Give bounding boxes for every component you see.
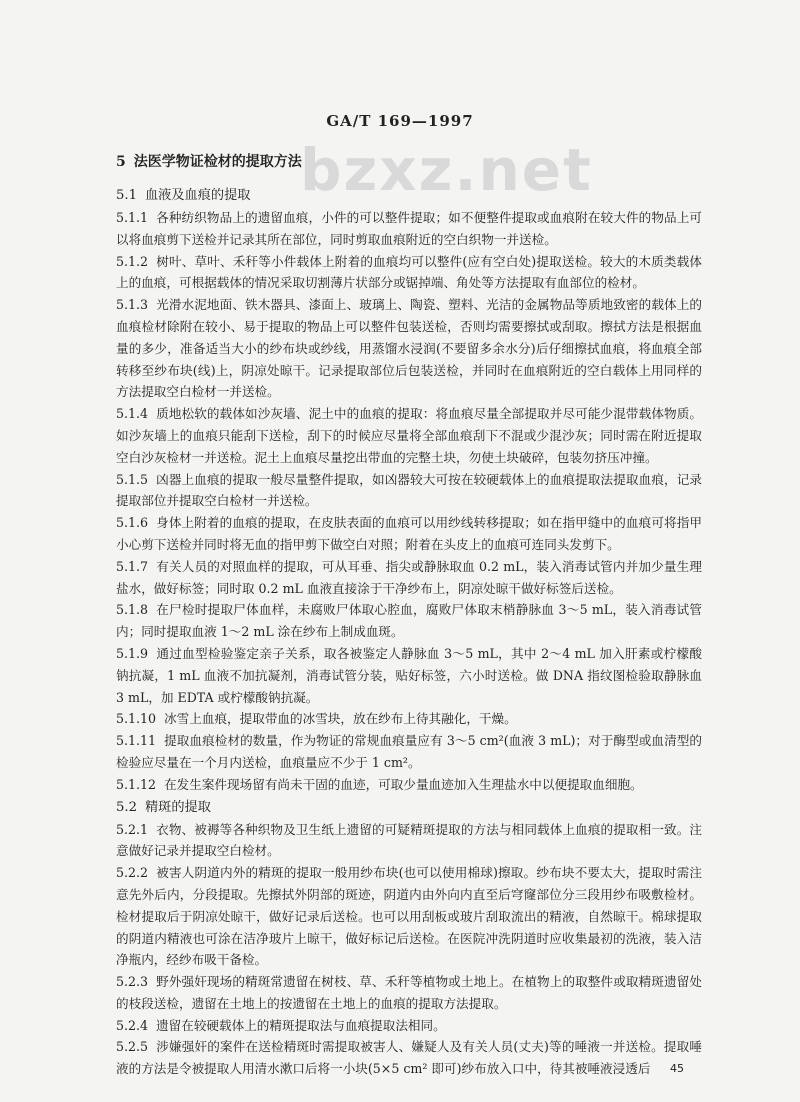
clause-number: 5.1.8 (116, 602, 149, 618)
section-title (116, 150, 702, 174)
clause-text: 各种纺织物品上的遗留血痕，小件的可以整件提取；如不便整件提取或血痕附在较大件的物品上可以将血痕剪下送检并记录其所在部位，同时剪取血痕附近的空白织物一并送检。 (116, 210, 702, 247)
clause-number: 5.2.3 (116, 974, 149, 990)
clause-text: 被害人阴道内外的精斑的提取一般用纱布块(也可以使用棉球)擦取。纱布块不要太大，提取时需注意先外后内，分段提取。先擦拭外阴部的斑迹，阴道内由外向内直至后穹窿部位分三段用纱布吸敷检材。检材提取后于阴凉处晾干，做好记录后送检。也可以用刮板或玻片刮取流出的精液，自然晾干。棉球提取的阴道内精液也可涂在洁净玻片上晾干，做好标记后送检。在医院冲洗阴道时应收集最初的洗液，装入洁净瓶内，经纱布吸干备检。 (116, 865, 702, 968)
clause-number: 5.1 (116, 188, 137, 203)
clause-number: 5.1.10 (116, 711, 157, 727)
clause-paragraph (116, 403, 702, 468)
clause-text: 身体上附着的血痕的提取，在皮肤表面的血痕可以用纱线转移提取；如在指甲缝中的血痕可将指甲小心剪下送检并同时将无血的指甲剪下做空白对照；附着在头皮上的血痕可连同头发剪下。 (116, 515, 702, 552)
clause-paragraph (116, 599, 702, 643)
clause-paragraph (116, 207, 702, 251)
clause-paragraph (116, 469, 702, 513)
clause-paragraph (116, 819, 702, 863)
clause-paragraph (116, 643, 702, 708)
page-number: 45 (670, 1062, 684, 1075)
clause-number: 5.1.12 (116, 776, 157, 792)
clause-number: 5.1.5 (116, 471, 149, 487)
clause-text: 通过血型检验鉴定亲子关系，取各被鉴定人静脉血 3～5 mL，其中 2～4 mL 加入肝素或柠檬酸钠抗凝，1 mL 血液不加抗凝剂，消毒试管分装，贴好标签，六小时送检。做 DNA 指纹图检验取静脉血 3 mL，加 EDTA 或柠檬酸钠抗凝。 (116, 645, 702, 705)
clause-text: 凶器上血痕的提取一般尽量整件提取，如凶器较大可按在较硬载体上的血痕提取法提取血痕，记录提取部位并提取空白检材一并送检。 (116, 471, 702, 509)
clause-paragraph (116, 730, 702, 774)
clause-text: 有关人员的对照血样的提取，可从耳垂、指尖或静脉取血 0.2 mL，装入消毒试管内并加少量生理盐水，做好标签；同时取 0.2 mL 血液直接涂于干净纱布上，阴凉处晾干做好标签后送检。 (116, 558, 702, 596)
clause-text: 衣物、被褥等各种织物及卫生纸上遗留的可疑精斑提取的方法与相同载体上血痕的提取相一致。注意做好记录并提取空白检材。 (116, 821, 702, 859)
watermark-logo: bzxz.net (300, 136, 593, 204)
subsection-heading (116, 184, 702, 207)
clause-title: 精斑的提取 (144, 799, 211, 815)
clause-number: 5.1.2 (116, 253, 149, 269)
clause-paragraph (116, 708, 702, 730)
clause-paragraph (116, 1015, 702, 1037)
clause-paragraph (116, 251, 702, 295)
clause-number: 5.1.11 (116, 733, 157, 749)
clause-text: 涉嫌强奸的案件在送检精斑时需提取被害人、嫌疑人及有关人员(丈夫)等的唾液一并送检。提取唾液的方法是令被提取人用清水漱口后将一小块(5×5 cm² 即可)纱布放入口中，待其被唾液浸透后 (116, 1039, 702, 1077)
clause-number: 5.1.9 (116, 645, 149, 661)
page-header: GA/T 169—1997 (326, 112, 474, 130)
clause-number: 5.2.4 (116, 1017, 149, 1033)
clause-text: 树叶、草叶、禾秆等小件载体上附着的血痕均可以整件(应有空白处)提取送检。较大的木质类载体上的血痕，可根据载体的情况采取切割薄片状部分或锯掉端、角处等方法提取有血部位的检材。 (116, 253, 702, 291)
clause-number: 5.1.7 (116, 558, 149, 574)
clause-paragraph (116, 556, 702, 600)
clause-paragraph (116, 512, 702, 556)
document-body (116, 150, 702, 1080)
clause-number: 5.1.3 (116, 297, 149, 313)
clause-text: 光滑水泥地面、铁木器具、漆面上、玻璃上、陶瓷、塑料、光洁的金属物品等质地致密的载体上的血痕检材除附在较小、易于提取的物品上可以整件包装送检，否则均需要擦拭或刮取。擦拭方法是根据血量的多少，准备适当大小的纱布块或纱线，用蒸馏水浸润(不要留多余水分)后仔细擦拭血痕，将血痕全部转移至纱布块(线)上，阴凉处晾干。记录提取部位后包装送检，并同时在血痕附近的空白载体上用同样的方法提取空白检材一并送检。 (116, 297, 702, 400)
clause-paragraph (116, 294, 702, 403)
section-title-text: 法医学物证检材的提取方法 (133, 154, 302, 170)
clause-number: 5.2 (116, 799, 137, 815)
clause-text: 质地松软的载体如沙灰墙、泥土中的血痕的提取：将血痕尽量全部提取并尽可能少混带载体物质。如沙灰墙上的血痕只能刮下送检，刮下的时候应尽量将全部血痕刮下不混或少混沙灰；同时需在附近提取空白沙灰检材一并送检。泥土上血痕尽量挖出带血的完整土块，勿使土块破碎，包装勿挤压冲撞。 (116, 406, 702, 465)
clause-text: 在发生案件现场留有尚未干固的血迹，可取少量血迹加入生理盐水中以便提取血细胞。 (164, 776, 643, 792)
subsection-heading (116, 796, 702, 819)
clause-paragraph (116, 862, 702, 971)
section-number: 5 (116, 154, 126, 170)
clause-paragraph (116, 1036, 702, 1080)
clause-text: 提取血痕检材的数量，作为物证的常规血痕量应有 3～5 cm²(血液 3 mL)；对于酶型或血清型的检验应尽量在一个月内送检，血痕量应不少于 1 cm²。 (116, 733, 702, 770)
clause-number: 5.2.1 (116, 821, 149, 837)
clause-number: 5.1.4 (116, 406, 149, 422)
clause-number: 5.1.6 (116, 515, 149, 531)
clause-text: 遗留在较硬载体上的精斑提取法与血痕提取法相同。 (156, 1017, 446, 1033)
clause-text: 在尸检时提取尸体血样，未腐败尸体取心腔血，腐败尸体取末梢静脉血 3～5 mL，装入消毒试管内；同时提取血液 1～2 mL 涂在纱布上制成血斑。 (116, 602, 702, 640)
clause-number: 5.1.1 (116, 210, 149, 225)
clause-paragraph (116, 971, 702, 1015)
clause-paragraph (116, 774, 702, 796)
clause-number: 5.2.2 (116, 865, 149, 881)
clause-title: 血液及血痕的提取 (144, 188, 251, 203)
clause-number: 5.2.5 (116, 1039, 149, 1055)
clause-text: 冰雪上血痕，提取带血的冰雪块，放在纱布上待其融化，干燥。 (164, 711, 517, 727)
clause-text: 野外强奸现场的精斑常遗留在树枝、草、禾秆等植物或土地上。在植物上的取整件或取精斑遗留处的枝段送检，遗留在土地上的按遗留在土地上的血痕的提取方法提取。 (116, 974, 702, 1011)
